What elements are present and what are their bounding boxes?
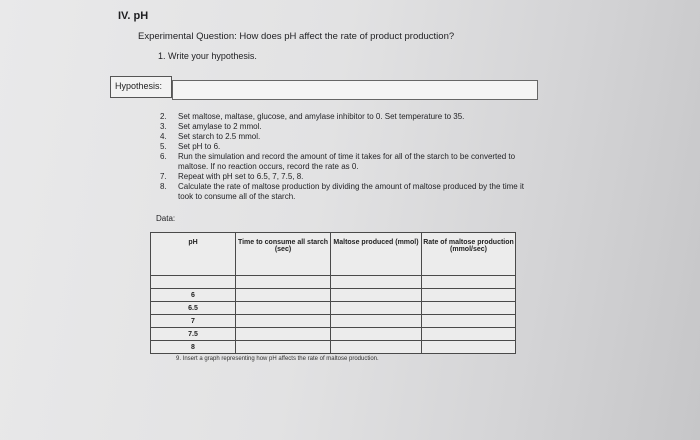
table-row [151,328,516,341]
ph-cell: 8 [151,341,236,354]
procedure-step [160,122,528,132]
ph-cell: 6.5 [151,302,236,315]
col-header-rate: Rate of maltose production (mmol/sec) [422,233,516,276]
step-text: Run the simulation and record the amount of time it takes for all of the starch to be converted to maltose. If no reaction occurs, record the rate as 0. [178,152,516,171]
data-entry-cell[interactable] [331,315,422,328]
step-number: 8. [160,182,167,191]
step-text: Set pH to 6. [178,142,221,151]
data-entry-cell[interactable] [236,302,331,315]
data-label: Data: [156,214,176,223]
step-1-instruction: 1. Write your hypothesis. [158,51,257,61]
step-text: Calculate the rate of maltose production by dividing the amount of maltose produced by the time it took to consume all of the starch. [178,182,524,201]
step-number: 5. [160,142,167,151]
experimental-question: Experimental Question: How does pH affect the rate of product production? [138,31,455,42]
step-number: 6. [160,152,167,161]
data-entry-cell[interactable] [331,289,422,302]
hypothesis-label-box [110,76,172,98]
data-entry-cell[interactable] [236,315,331,328]
table-row [151,315,516,328]
data-entry-cell[interactable] [236,328,331,341]
table-row [151,289,516,302]
step-9-instruction: 9. Insert a graph representing how pH affects the rate of maltose production. [176,356,379,362]
data-entry-cell[interactable] [422,276,516,289]
ph-cell: 7.5 [151,328,236,341]
data-entry-cell[interactable] [422,289,516,302]
step-number: 2. [160,112,167,121]
data-entry-cell[interactable] [236,276,331,289]
step-text: Set maltose, maltase, glucose, and amylase inhibitor to 0. Set temperature to 35. [178,112,465,121]
data-table [150,232,516,354]
step-text: Set starch to 2.5 mmol. [178,132,261,141]
data-entry-cell[interactable] [422,315,516,328]
procedure-step [160,172,528,182]
col-header-ph: pH [151,233,236,276]
procedure-step [160,152,528,172]
data-entry-cell[interactable] [331,341,422,354]
data-entry-cell[interactable] [331,276,422,289]
col-header-maltose: Maltose produced (mmol) [331,233,422,276]
step-text: Repeat with pH set to 6.5, 7, 7.5, 8. [178,172,304,181]
data-entry-cell[interactable] [422,328,516,341]
data-entry-cell[interactable] [236,341,331,354]
procedure-steps [160,112,528,202]
table-row [151,276,516,289]
data-entry-cell[interactable] [422,341,516,354]
step-number: 7. [160,172,167,181]
hypothesis-field[interactable] [172,80,538,100]
procedure-step [160,132,528,142]
table-row [151,341,516,354]
data-entry-cell[interactable] [236,289,331,302]
procedure-step [160,182,528,202]
hypothesis-label: Hypothesis: [115,81,163,91]
table-row [151,302,516,315]
section-title: IV. pH [118,10,149,22]
ph-cell: 6 [151,289,236,302]
procedure-step [160,112,528,122]
ph-cell: 7 [151,315,236,328]
data-entry-cell[interactable] [422,302,516,315]
table-header-row [151,233,516,276]
step-text: Set amylase to 2 mmol. [178,122,262,131]
step-number: 4. [160,132,167,141]
col-header-time: Time to consume all starch (sec) [236,233,331,276]
ph-cell [151,276,236,289]
data-entry-cell[interactable] [331,302,422,315]
data-entry-cell[interactable] [331,328,422,341]
step-number: 3. [160,122,167,131]
procedure-step [160,142,528,152]
